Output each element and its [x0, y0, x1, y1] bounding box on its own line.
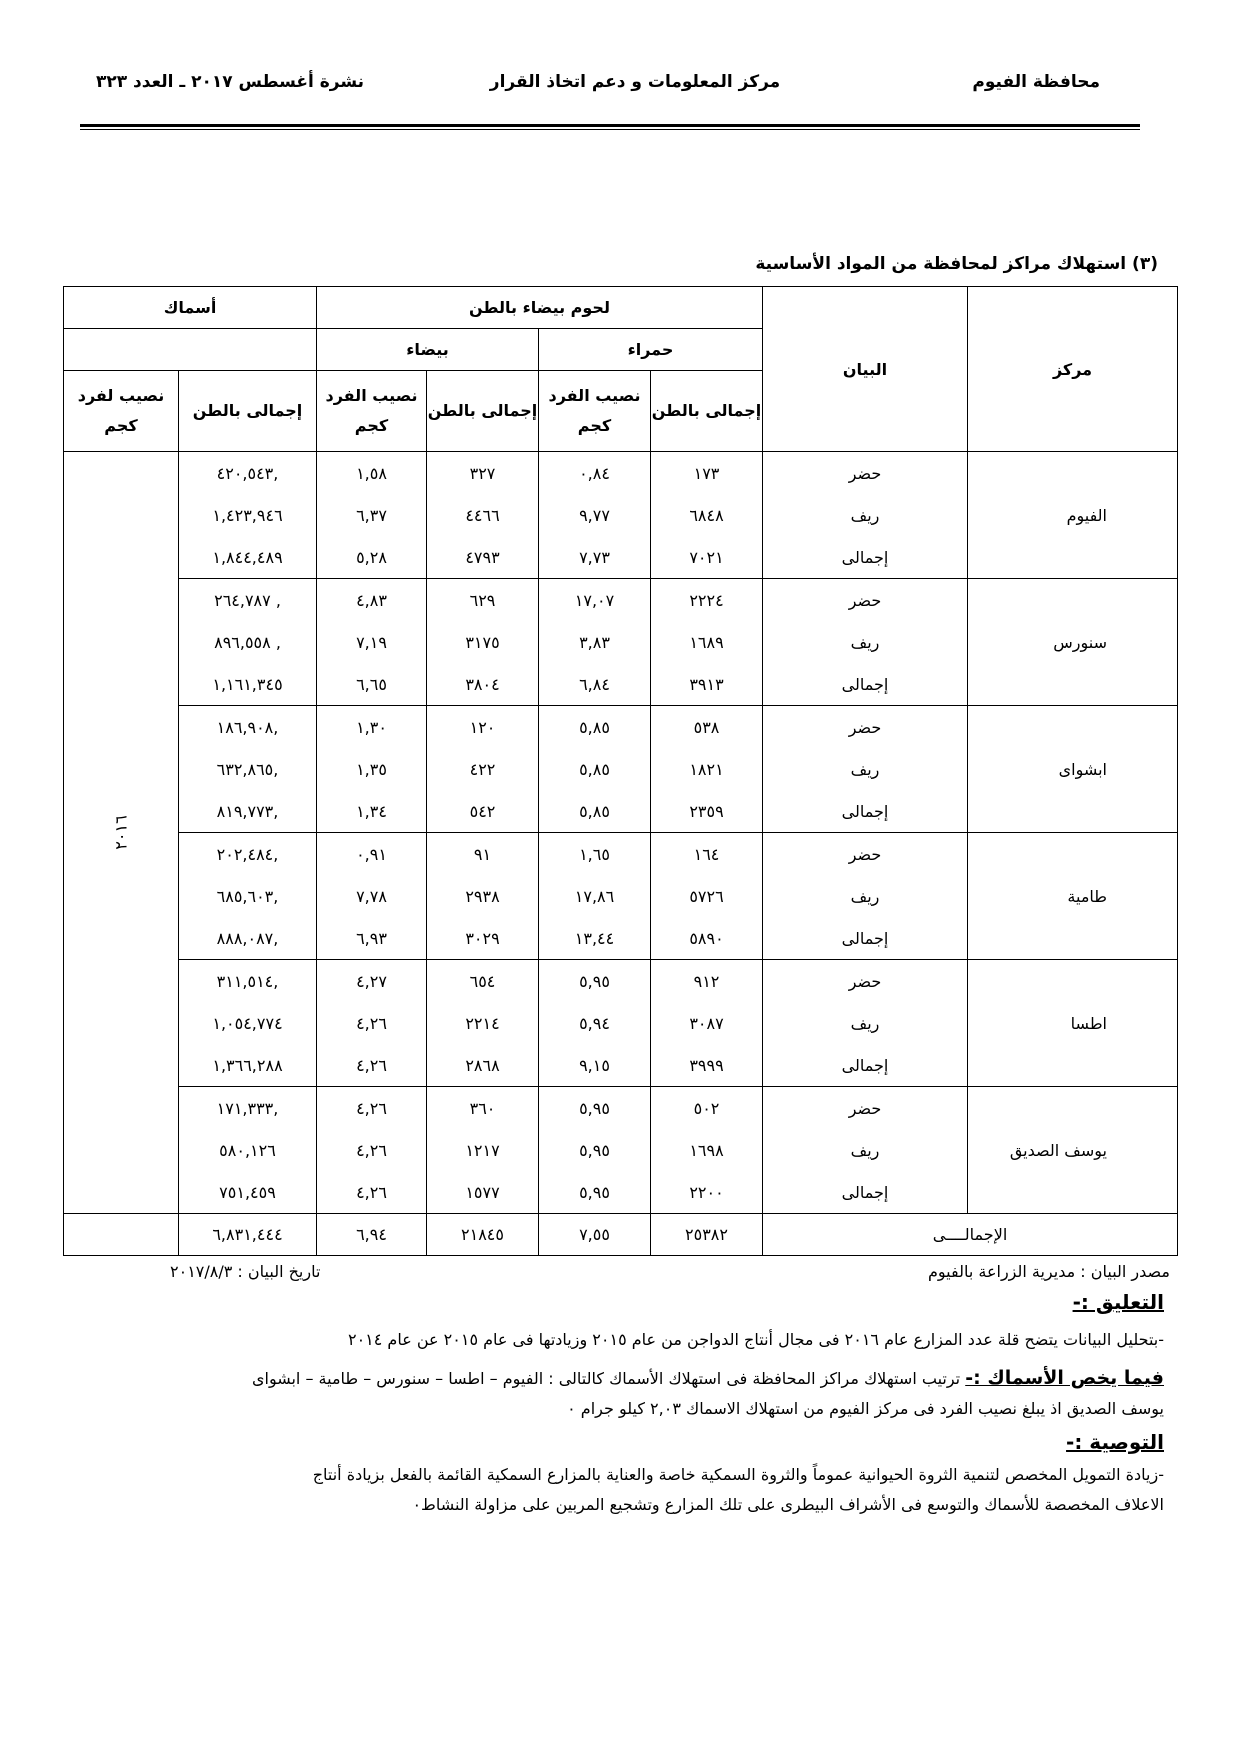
- white-per-capita: [317, 960, 427, 1087]
- white-total-value: ٢٩٣٨: [465, 886, 500, 906]
- red-per-capita-value: ٩,٧٧: [579, 505, 610, 525]
- header-white-total: إجمالى بالطن: [427, 371, 539, 452]
- comment-heading: التعليق :-: [1072, 1290, 1164, 1314]
- fish-total: [179, 579, 317, 706]
- fish-per-capita-year: [64, 452, 179, 1214]
- statement-labels-value: إجمالى: [841, 928, 889, 948]
- fish-total-value: ,١٧١,٣٣٣: [216, 1098, 279, 1118]
- red-per-capita: [539, 706, 651, 833]
- header-fish-blank: [64, 329, 317, 371]
- red-per-capita: [539, 960, 651, 1087]
- white-total-value: ٤٢٢: [469, 759, 496, 779]
- fish-total-value: ١,٣٦٦,٢٨٨: [212, 1055, 283, 1075]
- white-per-capita-value: ٥,٢٨: [356, 547, 387, 567]
- statement-labels-value: ريف: [850, 886, 880, 906]
- red-per-capita: [539, 833, 651, 960]
- red-total: [651, 452, 763, 579]
- white-total-value: ١٢٠: [469, 717, 496, 737]
- table-row: [64, 1087, 1178, 1214]
- white-per-capita-value: ٤,٢٦: [356, 1182, 387, 1202]
- total-fish-total: ٦,٨٣١,٤٤٤: [179, 1214, 317, 1256]
- statement-labels-value: حضر: [848, 844, 882, 864]
- red-per-capita: [539, 452, 651, 579]
- red-per-capita-value: ١٣,٤٤: [574, 928, 615, 948]
- total-label: الإجمالــــى: [763, 1214, 1178, 1256]
- header-white-meat: لحوم بيضاء بالطن: [317, 287, 763, 329]
- white-per-capita-value: ٤,٢٧: [356, 971, 387, 991]
- fish-total-value: ,٨٨٨,٠٨٧: [216, 928, 279, 948]
- fish-total-value: ,٨١٩,٧٧٣: [216, 801, 279, 821]
- white-per-capita-value: ٦,٣٧: [356, 505, 387, 525]
- header-red: حمراء: [539, 329, 763, 371]
- white-per-capita: [317, 1087, 427, 1214]
- red-total: [651, 1087, 763, 1214]
- red-per-capita-value: ٥,٩٥: [579, 971, 610, 991]
- fish-total-value: ١,٨٤٤,٤٨٩: [212, 547, 283, 567]
- header-red-per-capita: نصيب الفرد كجم: [539, 371, 651, 452]
- fish-total-value: ٥٨٠,١٢٦: [219, 1140, 276, 1160]
- fish-comment-heading: فيما يخص الأسماك :-: [965, 1367, 1164, 1389]
- recommendation-line-2: الاعلاف المخصصة للأسماك والتوسع فى الأشراف البيطرى على تلك المزارع وتشجيع المربين على مزاولة النشاط٠: [412, 1495, 1164, 1514]
- statement-labels-value: ريف: [850, 632, 880, 652]
- fish-comment-line-1: [252, 1367, 1164, 1389]
- white-per-capita-value: ١,٣٥: [356, 759, 387, 779]
- fish-total-value: ,٦٨٥,٦٠٣: [216, 886, 279, 906]
- fish-total-value: ,٢٠٢,٤٨٤: [216, 844, 279, 864]
- total-white-total: ٢١٨٤٥: [427, 1214, 539, 1256]
- white-total-value: ٥٤٢: [469, 801, 496, 821]
- fish-total: [179, 452, 317, 579]
- white-per-capita-value: ٦,٦٥: [356, 674, 387, 694]
- statement-labels-value: حضر: [848, 717, 882, 737]
- white-total-value: ٤٧٩٣: [465, 547, 500, 567]
- white-total: [427, 833, 539, 960]
- red-total: [651, 579, 763, 706]
- statement-labels: [763, 706, 968, 833]
- statement-labels-value: إجمالى: [841, 1182, 889, 1202]
- fish-total: [179, 833, 317, 960]
- white-total: [427, 452, 539, 579]
- statement-labels-value: إجمالى: [841, 674, 889, 694]
- fish-total-value: ١,٤٢٣,٩٤٦: [212, 505, 283, 525]
- red-per-capita-value: ٥,٩٥: [579, 1182, 610, 1202]
- statement-labels-value: إجمالى: [841, 1055, 889, 1075]
- recommendation-heading: التوصية :-: [1066, 1430, 1164, 1454]
- fish-total-value: ١,٠٥٤,٧٧٤: [212, 1013, 283, 1033]
- fish-total-value: ١,١٦١,٣٤٥: [212, 674, 283, 694]
- white-total: [427, 706, 539, 833]
- header-fish-total: إجمالى بالطن: [179, 371, 317, 452]
- red-total: [651, 833, 763, 960]
- red-per-capita-value: ٣,٨٣: [579, 632, 610, 652]
- red-total-value: ٥٧٢٦: [689, 886, 724, 906]
- red-per-capita-value: ٦,٨٤: [579, 674, 610, 694]
- red-per-capita: [539, 1087, 651, 1214]
- fish-total-value: ,٦٣٢,٨٦٥: [216, 759, 279, 779]
- statement-labels-value: إجمالى: [841, 547, 889, 567]
- fish-comment-text: ترتيب استهلاك مراكز المحافظة فى استهلاك الأسماك كالتالى : الفيوم – اطسا – سنورس – طامية – ابشواى: [251, 1369, 966, 1388]
- white-per-capita-value: ٤,٨٣: [356, 590, 387, 610]
- red-total: [651, 960, 763, 1087]
- white-total-value: ٣٦٠: [469, 1098, 496, 1118]
- statement-labels-value: ريف: [850, 1140, 880, 1160]
- header-rule-thin: [80, 129, 1140, 130]
- white-total-value: ٣٨٠٤: [465, 674, 500, 694]
- red-per-capita-value: ٥,٨٥: [579, 801, 610, 821]
- statement-labels: [763, 579, 968, 706]
- statement-labels-value: حضر: [848, 971, 882, 991]
- red-per-capita-value: ١٧,٨٦: [574, 886, 615, 906]
- statement-labels-value: حضر: [848, 463, 882, 483]
- red-total-value: ٧٠٢١: [689, 547, 724, 567]
- table-row: [64, 706, 1178, 833]
- red-total-value: ١٦٩٨: [689, 1140, 724, 1160]
- red-total-value: ١٦٤: [693, 844, 720, 864]
- red-total-value: ٥٨٩٠: [689, 928, 724, 948]
- consumption-table: [63, 286, 1178, 1256]
- white-per-capita-value: ١,٥٨: [356, 463, 387, 483]
- fish-total-value: ,٣١١,٥١٤: [216, 971, 279, 991]
- statement-labels: [763, 452, 968, 579]
- red-total-value: ٢٢٠٠: [689, 1182, 724, 1202]
- center-name: اطسا: [968, 960, 1178, 1087]
- total-row: [64, 1214, 1178, 1256]
- white-per-capita: [317, 833, 427, 960]
- white-per-capita: [317, 706, 427, 833]
- statement-labels-value: ريف: [850, 759, 880, 779]
- statement-labels-value: حضر: [848, 590, 882, 610]
- statement-labels: [763, 833, 968, 960]
- center-name: يوسف الصديق: [968, 1087, 1178, 1214]
- header-fish-per-capita: نصيب لفرد كجم: [64, 371, 179, 452]
- red-per-capita-value: ٥,٨٥: [579, 759, 610, 779]
- red-per-capita-value: ٩,١٥: [579, 1055, 610, 1075]
- center-name: الفيوم: [968, 452, 1178, 579]
- white-total: [427, 579, 539, 706]
- recommendation-line-1: -زيادة التمويل المخصص لتنمية الثروة الحيوانية عموماً والثروة السمكية خاصة والعناية بالمزارع السمكية القائمة بالفعل بزيادة أنتاج: [312, 1465, 1164, 1484]
- white-per-capita-value: ٤,٢٦: [356, 1098, 387, 1118]
- fish-total-value: ٧٥١,٤٥٩: [219, 1182, 276, 1202]
- white-total-value: ٣١٧٥: [465, 632, 500, 652]
- red-total-value: ٣٩١٣: [689, 674, 724, 694]
- white-per-capita: [317, 452, 427, 579]
- issue-header: نشرة أغسطس ٢٠١٧ ـ العدد ٣٢٣: [96, 72, 365, 92]
- red-total-value: ٥٠٢: [693, 1098, 720, 1118]
- white-per-capita-value: ٤,٢٦: [356, 1013, 387, 1033]
- header-fish: أسماك: [64, 287, 317, 329]
- white-total: [427, 960, 539, 1087]
- fish-total-value: ,١٨٦,٩٠٨: [216, 717, 279, 737]
- statement-labels-value: ريف: [850, 505, 880, 525]
- red-per-capita-value: ٥,٩٥: [579, 1140, 610, 1160]
- governorate-header: محافظة الفيوم: [972, 72, 1100, 92]
- statement-labels-value: ريف: [850, 1013, 880, 1033]
- red-per-capita-value: ٥,٨٥: [579, 717, 610, 737]
- white-per-capita-value: ٠,٩١: [356, 844, 387, 864]
- center-name: طامية: [968, 833, 1178, 960]
- red-per-capita-value: ١,٦٥: [579, 844, 610, 864]
- white-per-capita-value: ٤,٢٦: [356, 1055, 387, 1075]
- total-fish-per-capita-blank: [64, 1214, 179, 1256]
- red-total-value: ٣٠٨٧: [689, 1013, 724, 1033]
- total-white-pc: ٦,٩٤: [317, 1214, 427, 1256]
- statement-labels: [763, 1087, 968, 1214]
- header-rule: [80, 124, 1140, 127]
- red-per-capita-value: ١٧,٠٧: [574, 590, 615, 610]
- table-row: [64, 452, 1178, 579]
- white-per-capita-value: ٦,٩٣: [356, 928, 387, 948]
- fish-total-value: ,٤٢٠,٥٤٣: [216, 463, 279, 483]
- red-total-value: ٢٣٥٩: [689, 801, 724, 821]
- red-per-capita: [539, 579, 651, 706]
- red-per-capita-value: ٥,٩٥: [579, 1098, 610, 1118]
- center-name: سنورس: [968, 579, 1178, 706]
- fish-total: [179, 706, 317, 833]
- red-per-capita-value: ٠,٨٤: [579, 463, 610, 483]
- header-white-per-capita: نصيب الفرد كجم: [317, 371, 427, 452]
- white-total-value: ٦٢٩: [469, 590, 496, 610]
- white-total-value: ٦٥٤: [469, 971, 496, 991]
- data-date: تاريخ البيان : ٢٠١٧/٨/٣: [170, 1262, 321, 1281]
- header-white: بيضاء: [317, 329, 539, 371]
- fish-total-value: , ٢٦٤,٧٨٧: [214, 590, 281, 610]
- table-row: [64, 579, 1178, 706]
- red-total-value: ١٧٣: [693, 463, 720, 483]
- table-row: [64, 960, 1178, 1087]
- comment-text: -بتحليل البيانات يتضح قلة عدد المزارع عام ٢٠١٦ فى مجال أنتاج الدواجن من عام ٢٠١٥ وزيادتها فى عام ٢٠١٥ عن عام ٢٠١٤: [347, 1330, 1164, 1349]
- fish-total: [179, 960, 317, 1087]
- center-name: ابشواى: [968, 706, 1178, 833]
- table-title: (٣) استهلاك مراكز لمحافظة من المواد الأساسية: [755, 254, 1158, 274]
- red-total-value: ٣٩٩٩: [689, 1055, 724, 1075]
- white-total-value: ٣٠٢٩: [465, 928, 500, 948]
- data-source: مصدر البيان : مديرية الزراعة بالفيوم: [927, 1262, 1170, 1281]
- center-header: مركز المعلومات و دعم اتخاذ القرار: [489, 72, 781, 92]
- white-per-capita-value: ١,٣٠: [356, 717, 387, 737]
- red-per-capita-value: ٧,٧٣: [579, 547, 610, 567]
- statement-labels-value: حضر: [848, 1098, 882, 1118]
- white-total-value: ٩١: [473, 844, 492, 864]
- white-total-value: ٤٤٦٦: [465, 505, 500, 525]
- year-label: ٢٠١٦: [111, 815, 131, 850]
- white-total-value: ١٢١٧: [465, 1140, 500, 1160]
- red-total-value: ٩١٢: [693, 971, 720, 991]
- statement-labels-value: إجمالى: [841, 801, 889, 821]
- header-center: مركز: [968, 287, 1178, 452]
- red-per-capita-value: ٥,٩٤: [579, 1013, 610, 1033]
- total-red-pc: ٧,٥٥: [539, 1214, 651, 1256]
- red-total-value: ٦٨٤٨: [689, 505, 724, 525]
- statement-labels: [763, 960, 968, 1087]
- red-total: [651, 706, 763, 833]
- white-per-capita-value: ١,٣٤: [356, 801, 387, 821]
- fish-total: [179, 1087, 317, 1214]
- white-total: [427, 1087, 539, 1214]
- white-per-capita: [317, 579, 427, 706]
- white-per-capita-value: ٧,٧٨: [356, 886, 387, 906]
- white-total-value: ٣٢٧: [469, 463, 496, 483]
- white-total-value: ٢٨٦٨: [465, 1055, 500, 1075]
- total-red-total: ٢٥٣٨٢: [651, 1214, 763, 1256]
- table-row: [64, 833, 1178, 960]
- red-total-value: ٥٣٨: [693, 717, 720, 737]
- fish-comment-line-2: يوسف الصديق اذ يبلغ نصيب الفرد فى مركز الفيوم من استهلاك الاسماك ٢,٠٣ كيلو جرام ٠: [567, 1399, 1164, 1418]
- fish-total-value: , ٨٩٦,٥٥٨: [214, 632, 281, 652]
- red-total-value: ١٨٢١: [689, 759, 724, 779]
- white-per-capita-value: ٤,٢٦: [356, 1140, 387, 1160]
- white-total-value: ١٥٧٧: [465, 1182, 500, 1202]
- red-total-value: ٢٢٢٤: [689, 590, 724, 610]
- white-total-value: ٢٢١٤: [465, 1013, 500, 1033]
- red-total-value: ١٦٨٩: [689, 632, 724, 652]
- header-statement: البيان: [763, 287, 968, 452]
- white-per-capita-value: ٧,١٩: [356, 632, 387, 652]
- header-red-total: إجمالى بالطن: [651, 371, 763, 452]
